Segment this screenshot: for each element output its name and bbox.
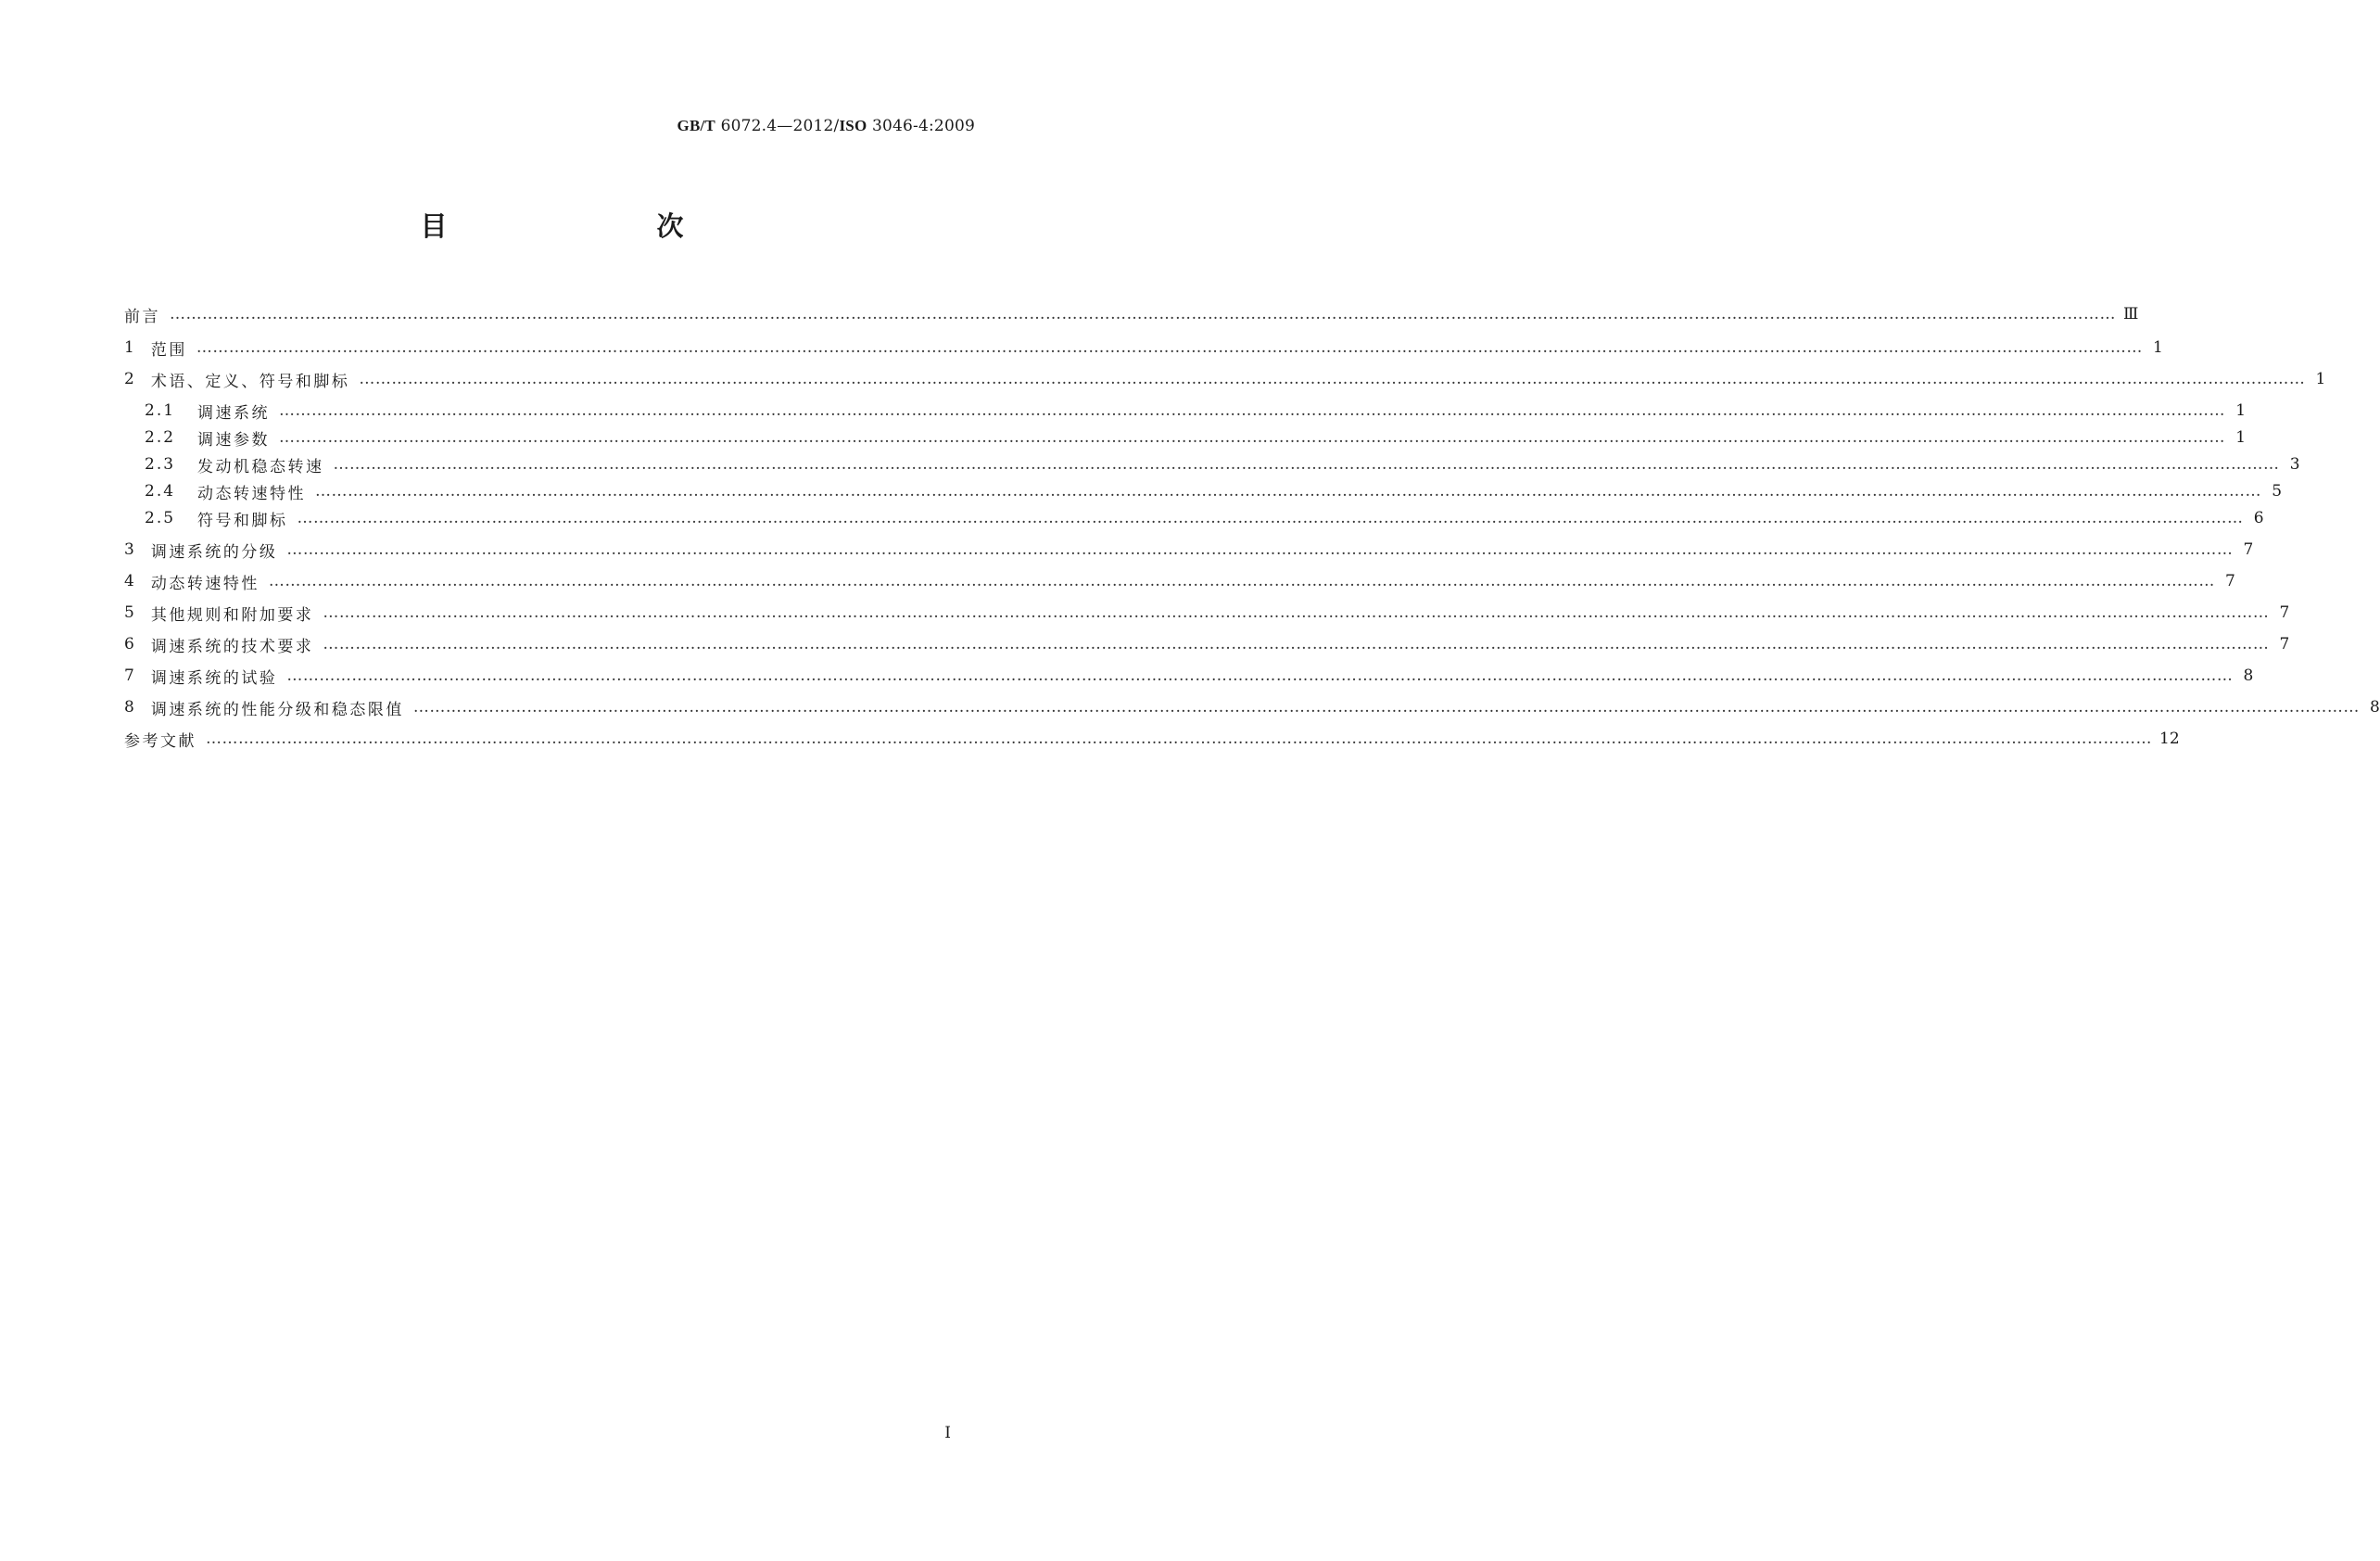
toc-entry-label: 动态转速特性: [150, 574, 260, 593]
toc-entry-number: 2: [124, 370, 134, 388]
toc-entry[interactable]: [124, 300, 2139, 328]
toc-entry-number: 8: [124, 698, 134, 717]
toc-dot-leader: ………………………………………………………………………………………………………………………………………………………………………………………………………………………………………………………………………………………………………………………………: [323, 603, 2270, 622]
toc-entry[interactable]: [124, 365, 2326, 393]
toc-dot-leader: ………………………………………………………………………………………………………………………………………………………………………………………………………………………………………………………………………………………………………………………………: [286, 540, 2234, 559]
toc-entry-label: 参考文献: [124, 731, 196, 751]
toc-entry-label: 术语、定义、符号和脚标: [150, 372, 350, 391]
toc-entry[interactable]: [124, 662, 2254, 690]
toc-entry-page: 8: [2243, 666, 2254, 685]
toc-entry-number: 4: [124, 572, 134, 590]
toc-entry-label: 动态转速特性: [197, 484, 307, 503]
toc-entry-label: 调速系统: [197, 403, 271, 423]
toc-entry-number: 1: [124, 338, 134, 357]
toc-entry-label: 调速系统的性能分级和稳态限值: [150, 700, 404, 719]
toc-entry-number: 2.5: [145, 509, 176, 527]
toc-entry-page: 1: [2315, 370, 2326, 388]
toc-entry-label: 调速系统的技术要求: [150, 637, 314, 656]
toc-entry-label: 符号和脚标: [197, 511, 288, 530]
toc-dot-leader: ………………………………………………………………………………………………………………………………………………………………………………………………………………………………………………………………………………………………………………………………: [279, 401, 2226, 420]
toc-entry-page: 3: [2289, 455, 2300, 474]
toc-entry-page: 7: [2243, 540, 2254, 559]
toc-dot-leader: ………………………………………………………………………………………………………………………………………………………………………………………………………………………………………………………………………………………………………………………………: [196, 338, 2143, 357]
toc-entry[interactable]: [124, 630, 2290, 658]
toc-entry-page: 1: [2153, 338, 2163, 357]
toc-entry-number: 2.4: [145, 482, 176, 501]
toc-entry[interactable]: [145, 477, 2283, 505]
toc-entry-label: 调速参数: [197, 430, 271, 450]
toc-entry[interactable]: [145, 504, 2264, 532]
toc-entry-label: 前言: [124, 307, 160, 326]
toc-dot-leader: ………………………………………………………………………………………………………………………………………………………………………………………………………………………………………………………………………………………………………………………………: [297, 509, 2244, 527]
toc-dot-leader: ………………………………………………………………………………………………………………………………………………………………………………………………………………………………………………………………………………………………………………………………: [170, 305, 2116, 324]
toc-entry[interactable]: [145, 397, 2247, 425]
page-number: I: [944, 1424, 951, 1442]
toc-entry-page: 5: [2272, 482, 2283, 501]
toc-entry-number: 2.3: [145, 455, 176, 474]
toc-entry[interactable]: [124, 334, 2163, 362]
toc-entry-number: 5: [124, 603, 134, 622]
toc-entry-label: 调速系统的试验: [150, 668, 278, 688]
toc-entry[interactable]: [124, 693, 2380, 721]
toc-entry[interactable]: [124, 567, 2235, 595]
toc-title: 目 次: [420, 210, 736, 242]
standard-number: [677, 117, 975, 135]
toc-dot-leader: ………………………………………………………………………………………………………………………………………………………………………………………………………………………………………………………………………………………………………………………………: [323, 635, 2270, 654]
iso-rest: 3046-4:2009: [867, 117, 975, 135]
toc-entry[interactable]: [145, 424, 2247, 451]
standard-mid: 6072.4—2012/: [715, 117, 840, 135]
toc-entry-number: 2.2: [145, 428, 176, 447]
toc-entry-page: 8: [2370, 698, 2380, 717]
toc-dot-leader: ………………………………………………………………………………………………………………………………………………………………………………………………………………………………………………………………………………………………………………………………: [315, 482, 2262, 501]
toc-entry-page: 7: [2279, 603, 2290, 622]
toc-entry[interactable]: [124, 536, 2254, 564]
toc-dot-leader: ………………………………………………………………………………………………………………………………………………………………………………………………………………………………………………………………………………………………………………………………: [279, 428, 2226, 447]
toc-entry-page: 7: [2225, 572, 2235, 590]
toc-dot-leader: ………………………………………………………………………………………………………………………………………………………………………………………………………………………………………………………………………………………………………………………………: [412, 698, 2360, 717]
toc-entry-number: 7: [124, 666, 134, 685]
toc-entry-label: 范围: [150, 340, 187, 360]
toc-entry-page: Ⅲ: [2123, 305, 2139, 324]
toc-dot-leader: ………………………………………………………………………………………………………………………………………………………………………………………………………………………………………………………………………………………………………………………………: [359, 370, 2306, 388]
toc-entry-page: 1: [2235, 428, 2247, 447]
toc-entry[interactable]: [124, 725, 2180, 753]
toc-entry-number: 6: [124, 635, 134, 654]
toc-entry-page: 1: [2235, 401, 2247, 420]
toc-dot-leader: ………………………………………………………………………………………………………………………………………………………………………………………………………………………………………………………………………………………………………………………………: [286, 666, 2234, 685]
toc-entry-label: 发动机稳态转速: [197, 457, 324, 476]
toc-entry[interactable]: [145, 451, 2300, 478]
toc-dot-leader: ………………………………………………………………………………………………………………………………………………………………………………………………………………………………………………………………………………………………………………………………: [206, 730, 2152, 748]
toc-entry-label: 其他规则和附加要求: [150, 605, 314, 625]
toc-dot-leader: ………………………………………………………………………………………………………………………………………………………………………………………………………………………………………………………………………………………………………………………………: [333, 455, 2280, 474]
standard-prefix: GB/T: [677, 117, 715, 134]
toc-entry-page: 7: [2279, 635, 2290, 654]
toc-entry-page: 6: [2253, 509, 2264, 527]
toc-entry-label: 调速系统的分级: [150, 542, 278, 562]
toc-entry-number: 3: [124, 540, 134, 559]
toc-entry-page: 12: [2159, 730, 2180, 748]
toc-entry-number: 2.1: [145, 401, 176, 420]
toc-dot-leader: ………………………………………………………………………………………………………………………………………………………………………………………………………………………………………………………………………………………………………………………………: [268, 572, 2215, 590]
toc-entry[interactable]: [124, 599, 2290, 627]
iso-prefix: ISO: [839, 117, 867, 134]
